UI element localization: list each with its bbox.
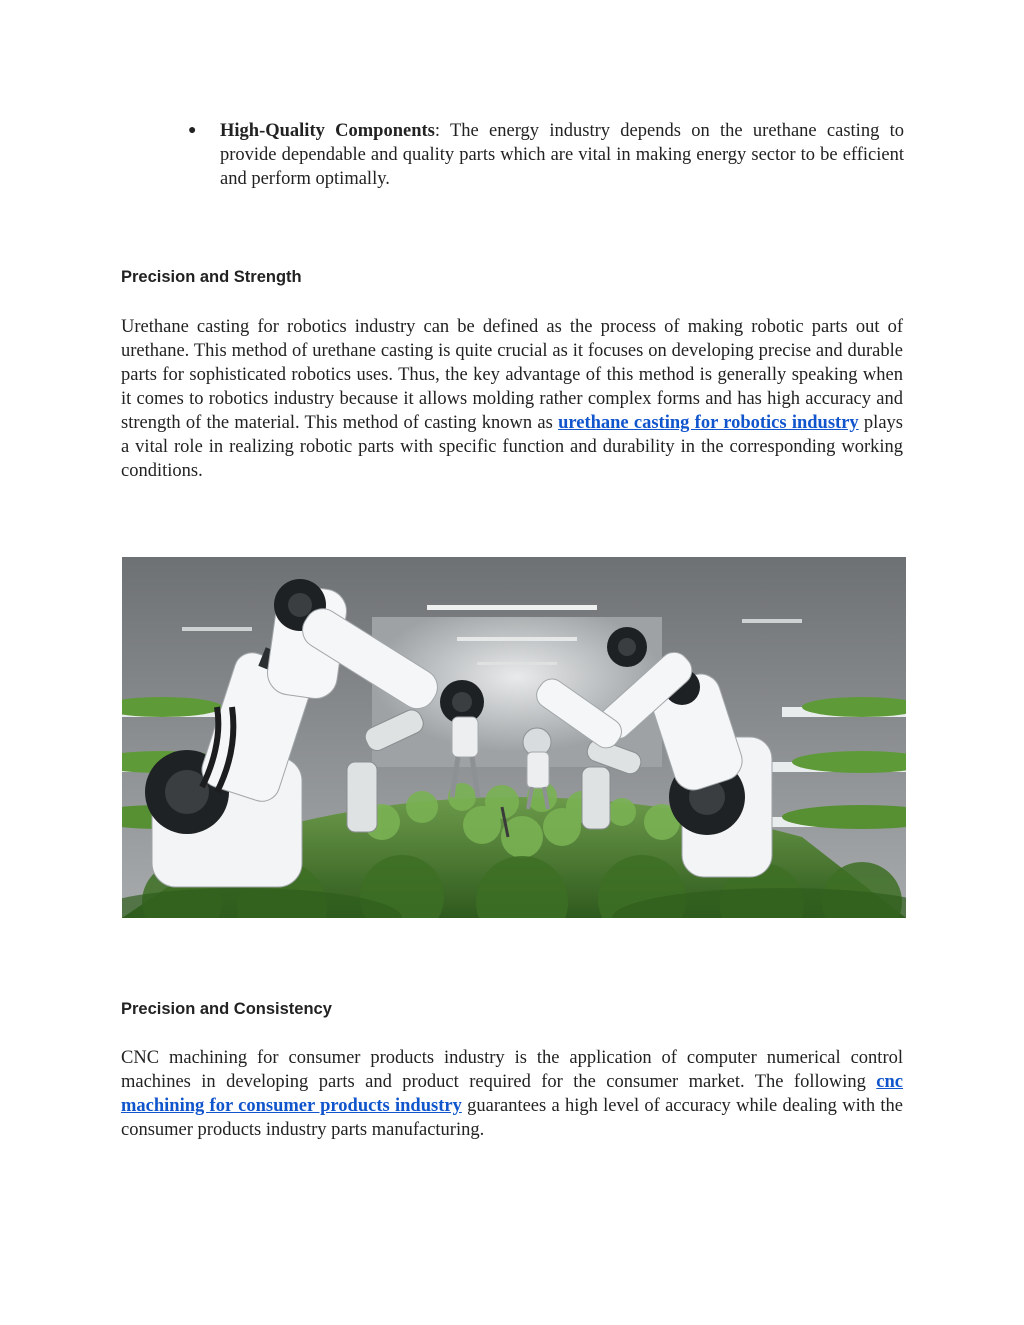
paragraph-cnc-text-1: CNC machining for consumer products industry is the application of computer numerical control machines in developing parts and product required for the consumer market. The following [121,1048,903,1092]
paragraph-cnc-text-2: guarantees a high level of accuracy while dealing with the consumer products industry parts manufacturing. [121,1096,903,1140]
link-urethane-casting-robotics[interactable]: urethane casting for robotics industry [558,413,859,433]
paragraph-robotics-text-1: Urethane casting for robotics industry can be defined as the process of making robotic parts out of urethane. This method of urethane casting is quite crucial as it focuses on developing precise and durable parts for sophisticated robotics uses. Thus, the key advantage of this method is generally speaking when it comes to robotics industry because it allows molding rather complex forms and has high accuracy and strength of the material. This method of casting known as [121,317,903,433]
bullet-text [220,119,904,191]
paragraph-robotics [121,315,903,483]
bullet-body: : The energy industry depends on the urethane casting to provide dependable and quality parts which are vital in making energy sector to be efficient and perform optimally. [220,121,905,189]
section-heading-precision-strength: Precision and Strength [121,268,302,286]
paragraph-robotics-text-2: plays a vital role in realizing robotic parts with specific function and durability in the corresponding working conditions. [121,413,903,481]
bullet-title: High-Quality Components [220,121,435,141]
robot-arms-greenhouse-image [122,557,906,918]
link-cnc-machining-consumer-products[interactable]: cnc machining for consumer products industry [121,1072,903,1116]
bullet-marker: ● [188,123,197,138]
section-heading-precision-consistency: Precision and Consistency [121,1000,332,1018]
paragraph-cnc [121,1046,903,1142]
bullet-item [188,119,904,191]
